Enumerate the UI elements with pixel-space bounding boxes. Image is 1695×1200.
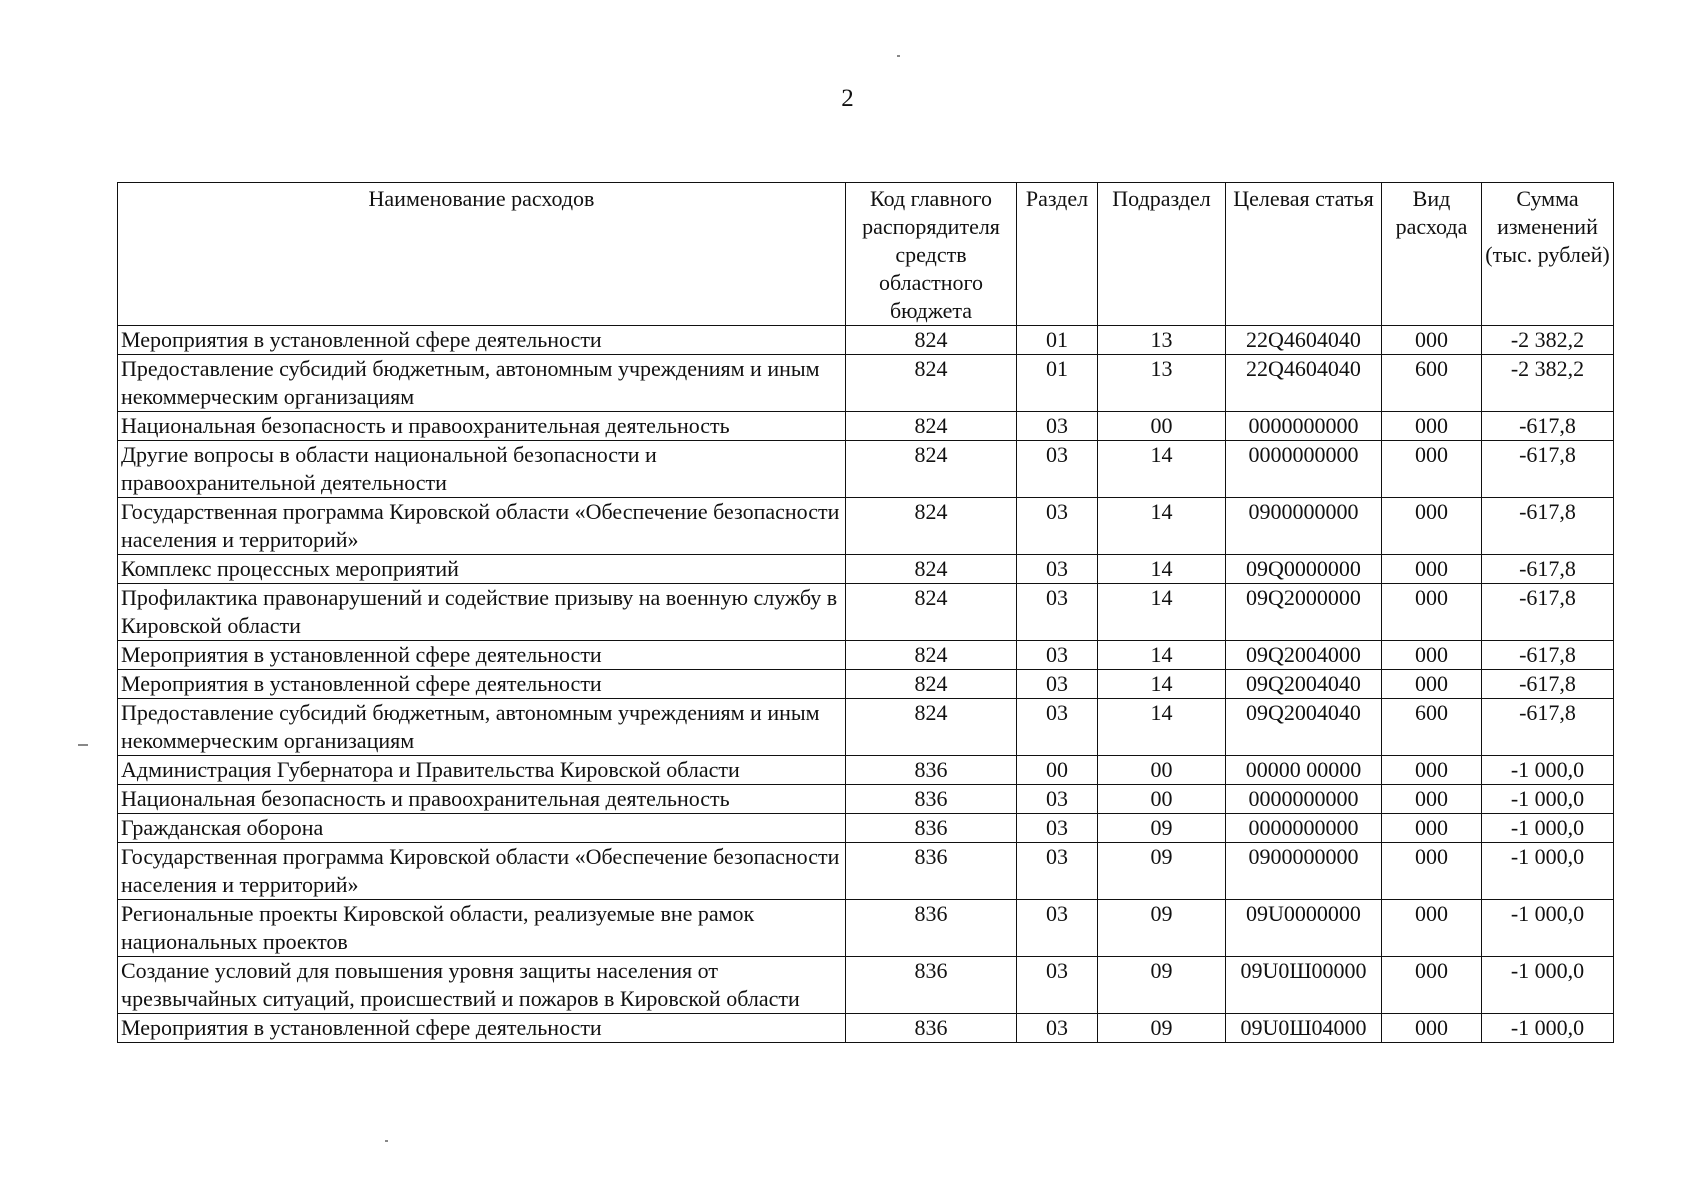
cell-code: 824 <box>846 670 1017 699</box>
cell-code: 836 <box>846 756 1017 785</box>
cell-target: 09Q0000000 <box>1226 555 1382 584</box>
cell-name: Национальная безопасность и правоохранительная деятельность <box>118 785 846 814</box>
cell-sum: -617,8 <box>1482 441 1614 498</box>
cell-subsection: 00 <box>1098 412 1226 441</box>
table-row <box>118 498 1614 555</box>
cell-section: 01 <box>1017 355 1098 412</box>
cell-section: 03 <box>1017 498 1098 555</box>
cell-code: 824 <box>846 441 1017 498</box>
table-row <box>118 355 1614 412</box>
cell-kind: 000 <box>1382 326 1482 355</box>
header-row <box>118 183 1614 326</box>
cell-target: 09U0Ш00000 <box>1226 957 1382 1014</box>
table-row <box>118 756 1614 785</box>
cell-subsection: 14 <box>1098 584 1226 641</box>
cell-kind: 000 <box>1382 785 1482 814</box>
cell-subsection: 00 <box>1098 785 1226 814</box>
cell-section: 03 <box>1017 1014 1098 1043</box>
cell-name: Мероприятия в установленной сфере деятельности <box>118 1014 846 1043</box>
cell-subsection: 09 <box>1098 900 1226 957</box>
cell-name: Государственная программа Кировской области «Обеспечение безопасности населения и территорий» <box>118 498 846 555</box>
cell-code: 836 <box>846 814 1017 843</box>
cell-subsection: 14 <box>1098 498 1226 555</box>
cell-target: 09Q2004040 <box>1226 699 1382 756</box>
cell-subsection: 14 <box>1098 555 1226 584</box>
table-row <box>118 641 1614 670</box>
header-kind: Вид расхода <box>1382 183 1482 326</box>
header-sum: Сумма изменений (тыс. рублей) <box>1482 183 1614 326</box>
cell-section: 03 <box>1017 412 1098 441</box>
cell-target: 0900000000 <box>1226 843 1382 900</box>
cell-subsection: 09 <box>1098 843 1226 900</box>
cell-name: Администрация Губернатора и Правительства Кировской области <box>118 756 846 785</box>
cell-subsection: 14 <box>1098 699 1226 756</box>
cell-name: Другие вопросы в области национальной безопасности и правоохранительной деятельности <box>118 441 846 498</box>
table-row <box>118 412 1614 441</box>
cell-subsection: 09 <box>1098 957 1226 1014</box>
cell-kind: 000 <box>1382 814 1482 843</box>
header-target: Целевая статья <box>1226 183 1382 326</box>
cell-name: Комплекс процессных мероприятий <box>118 555 846 584</box>
table-row <box>118 843 1614 900</box>
cell-kind: 000 <box>1382 498 1482 555</box>
cell-code: 836 <box>846 900 1017 957</box>
cell-code: 836 <box>846 843 1017 900</box>
cell-section: 03 <box>1017 843 1098 900</box>
cell-section: 03 <box>1017 584 1098 641</box>
cell-sum: -617,8 <box>1482 699 1614 756</box>
cell-code: 824 <box>846 584 1017 641</box>
cell-name: Мероприятия в установленной сфере деятельности <box>118 641 846 670</box>
cell-name: Мероприятия в установленной сфере деятельности <box>118 326 846 355</box>
cell-sum: -1 000,0 <box>1482 814 1614 843</box>
cell-sum: -2 382,2 <box>1482 326 1614 355</box>
cell-sum: -1 000,0 <box>1482 957 1614 1014</box>
cell-sum: -617,8 <box>1482 412 1614 441</box>
cell-sum: -2 382,2 <box>1482 355 1614 412</box>
cell-subsection: 13 <box>1098 326 1226 355</box>
cell-sum: -1 000,0 <box>1482 1014 1614 1043</box>
cell-name: Профилактика правонарушений и содействие призыву на военную службу в Кировской области <box>118 584 846 641</box>
page-number: 2 <box>841 85 854 112</box>
scan-speck <box>78 744 88 746</box>
cell-sum: -1 000,0 <box>1482 843 1614 900</box>
cell-name: Создание условий для повышения уровня защиты населения от чрезвычайных ситуаций, происшествий и пожаров в Кировской области <box>118 957 846 1014</box>
cell-section: 03 <box>1017 555 1098 584</box>
header-name: Наименование расходов <box>118 183 846 326</box>
cell-section: 03 <box>1017 957 1098 1014</box>
cell-subsection: 14 <box>1098 441 1226 498</box>
cell-kind: 000 <box>1382 412 1482 441</box>
cell-name: Гражданская оборона <box>118 814 846 843</box>
cell-kind: 000 <box>1382 900 1482 957</box>
cell-section: 03 <box>1017 785 1098 814</box>
table-row <box>118 670 1614 699</box>
cell-kind: 000 <box>1382 843 1482 900</box>
table-row <box>118 785 1614 814</box>
cell-sum: -617,8 <box>1482 641 1614 670</box>
cell-target: 0900000000 <box>1226 498 1382 555</box>
cell-target: 22Q4604040 <box>1226 355 1382 412</box>
table-row <box>118 1014 1614 1043</box>
cell-kind: 000 <box>1382 957 1482 1014</box>
cell-sum: -617,8 <box>1482 555 1614 584</box>
table-row <box>118 584 1614 641</box>
cell-target: 0000000000 <box>1226 412 1382 441</box>
cell-subsection: 09 <box>1098 814 1226 843</box>
cell-subsection: 00 <box>1098 756 1226 785</box>
cell-kind: 600 <box>1382 699 1482 756</box>
cell-sum: -617,8 <box>1482 670 1614 699</box>
table-row <box>118 326 1614 355</box>
cell-target: 09Q2004040 <box>1226 670 1382 699</box>
cell-target: 0000000000 <box>1226 814 1382 843</box>
cell-section: 03 <box>1017 900 1098 957</box>
table-row <box>118 814 1614 843</box>
cell-sum: -617,8 <box>1482 498 1614 555</box>
cell-section: 03 <box>1017 641 1098 670</box>
cell-kind: 000 <box>1382 756 1482 785</box>
cell-code: 824 <box>846 498 1017 555</box>
cell-kind: 000 <box>1382 641 1482 670</box>
cell-subsection: 14 <box>1098 670 1226 699</box>
cell-code: 824 <box>846 699 1017 756</box>
expenses-table <box>117 182 1614 1043</box>
header-subsection: Подраздел <box>1098 183 1226 326</box>
cell-kind: 000 <box>1382 441 1482 498</box>
cell-name: Государственная программа Кировской области «Обеспечение безопасности населения и территорий» <box>118 843 846 900</box>
cell-code: 836 <box>846 957 1017 1014</box>
cell-section: 00 <box>1017 756 1098 785</box>
cell-target: 09U0Ш04000 <box>1226 1014 1382 1043</box>
cell-name: Национальная безопасность и правоохранительная деятельность <box>118 412 846 441</box>
cell-code: 824 <box>846 641 1017 670</box>
cell-target: 0000000000 <box>1226 785 1382 814</box>
table-row <box>118 555 1614 584</box>
scan-speck <box>897 55 900 57</box>
header-code: Код главного распорядителя средств областного бюджета <box>846 183 1017 326</box>
cell-kind: 600 <box>1382 355 1482 412</box>
cell-kind: 000 <box>1382 555 1482 584</box>
cell-kind: 000 <box>1382 670 1482 699</box>
cell-target: 00000 00000 <box>1226 756 1382 785</box>
header-section: Раздел <box>1017 183 1098 326</box>
cell-section: 03 <box>1017 441 1098 498</box>
cell-code: 836 <box>846 1014 1017 1043</box>
cell-section: 03 <box>1017 699 1098 756</box>
cell-sum: -1 000,0 <box>1482 785 1614 814</box>
cell-code: 824 <box>846 326 1017 355</box>
cell-subsection: 13 <box>1098 355 1226 412</box>
cell-code: 824 <box>846 555 1017 584</box>
cell-target: 09Q2004000 <box>1226 641 1382 670</box>
cell-target: 22Q4604040 <box>1226 326 1382 355</box>
cell-kind: 000 <box>1382 1014 1482 1043</box>
table-row <box>118 900 1614 957</box>
cell-name: Предоставление субсидий бюджетным, автономным учреждениям и иным некоммерческим организациям <box>118 699 846 756</box>
cell-name: Мероприятия в установленной сфере деятельности <box>118 670 846 699</box>
cell-section: 01 <box>1017 326 1098 355</box>
cell-code: 824 <box>846 412 1017 441</box>
cell-section: 03 <box>1017 670 1098 699</box>
cell-kind: 000 <box>1382 584 1482 641</box>
cell-target: 09Q2000000 <box>1226 584 1382 641</box>
cell-sum: -1 000,0 <box>1482 900 1614 957</box>
cell-target: 09U0000000 <box>1226 900 1382 957</box>
cell-sum: -617,8 <box>1482 584 1614 641</box>
cell-subsection: 09 <box>1098 1014 1226 1043</box>
cell-target: 0000000000 <box>1226 441 1382 498</box>
cell-sum: -1 000,0 <box>1482 756 1614 785</box>
cell-subsection: 14 <box>1098 641 1226 670</box>
scan-speck <box>385 1140 388 1142</box>
cell-code: 836 <box>846 785 1017 814</box>
table-row <box>118 441 1614 498</box>
table-row <box>118 699 1614 756</box>
cell-code: 824 <box>846 355 1017 412</box>
table-row <box>118 957 1614 1014</box>
cell-name: Предоставление субсидий бюджетным, автономным учреждениям и иным некоммерческим организациям <box>118 355 846 412</box>
cell-section: 03 <box>1017 814 1098 843</box>
cell-name: Региональные проекты Кировской области, реализуемые вне рамок национальных проектов <box>118 900 846 957</box>
